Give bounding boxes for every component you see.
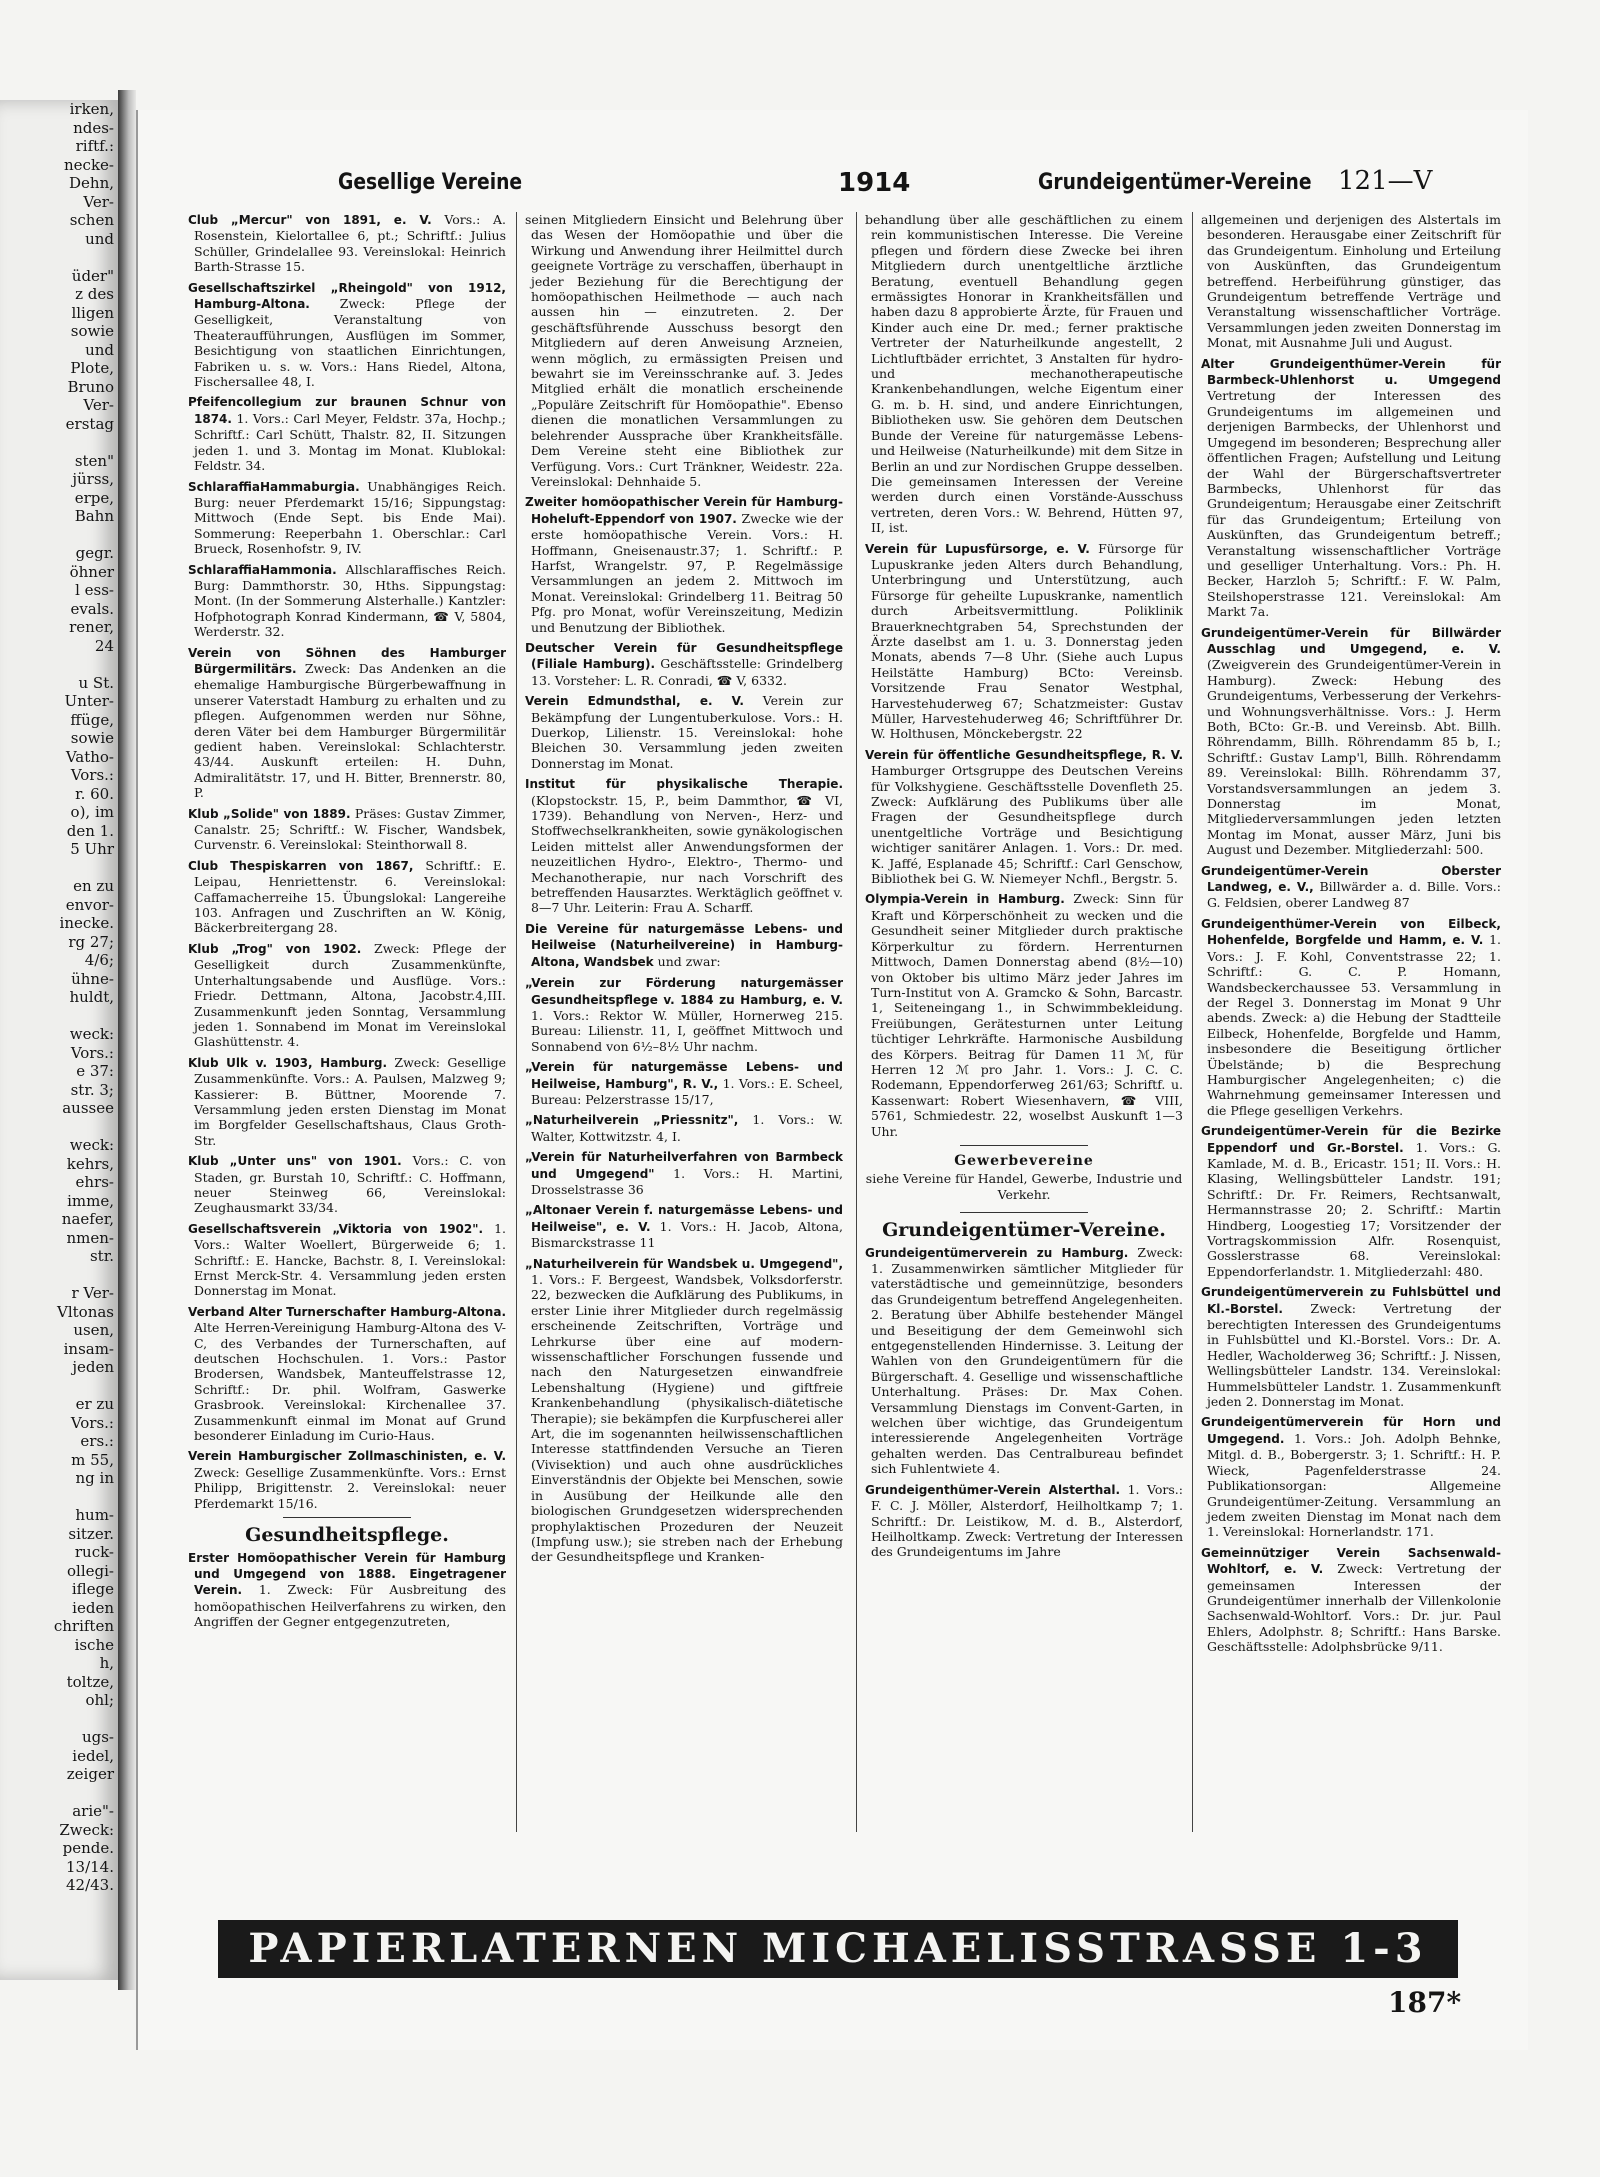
column-4 bbox=[1192, 212, 1501, 1832]
previous-page-fragments bbox=[0, 100, 118, 1895]
section-divider bbox=[960, 1212, 1087, 1213]
entry-text: 1. Vors.: H. Jacob, Altona, Bismarckstrasse 11 bbox=[531, 1218, 843, 1251]
margin-fragment: weck: bbox=[69, 1025, 114, 1043]
margin-fragment: toltze, bbox=[66, 1672, 114, 1691]
margin-fragment bbox=[0, 1710, 118, 1729]
entry-name: „Altonaer Verein f. naturgemässe Lebens- und Heilweise", e. V. bbox=[525, 1203, 843, 1234]
margin-fragment: Plote, bbox=[70, 359, 114, 377]
entry-text: 1. Zweck: Für Ausbreitung des homöopathischen Heilverfahrens zu wirken, den Angriffen der Gegner entgegenzutreten, bbox=[194, 1582, 506, 1630]
margin-fragment: Vors.: bbox=[70, 766, 114, 784]
margin-fragment bbox=[0, 433, 118, 452]
margin-fragment: hum- bbox=[75, 1506, 114, 1524]
margin-fragment: inecke. bbox=[59, 914, 114, 932]
margin-fragment: Unter- bbox=[64, 692, 114, 710]
margin-fragment: 13/14. bbox=[66, 1857, 114, 1876]
directory-entry bbox=[525, 1059, 843, 1107]
entry-name: Pfeifencollegium zur braunen Schnur von 1874. bbox=[188, 395, 506, 426]
directory-entry bbox=[1201, 1414, 1501, 1539]
margin-fragment: 24 bbox=[94, 636, 114, 655]
directory-entry bbox=[188, 941, 506, 1050]
margin-fragment: str. bbox=[89, 1247, 114, 1265]
margin-fragment: naefer, bbox=[61, 1210, 114, 1228]
margin-fragment: h, bbox=[99, 1654, 114, 1672]
margin-fragment: er zu bbox=[75, 1395, 114, 1413]
entry-name: „Verein für Naturheilverfahren von Barmbeck und Umgegend" bbox=[525, 1150, 843, 1181]
margin-fragment: ühne- bbox=[71, 969, 114, 988]
margin-fragment: Bahn bbox=[74, 507, 114, 525]
entry-name: Klub „Unter uns" von 1901. bbox=[188, 1154, 402, 1169]
margin-fragment: Ver- bbox=[83, 192, 114, 211]
entry-name: SchlaraffiaHammonia. bbox=[188, 562, 337, 577]
entry-text: Hamburger Ortsgruppe des Deutschen Vereins für Volkshygiene. Geschäftsstelle Dovenfleth 25. Zweck: Aufklärung des Publikums über alle Fragen der Gesundheitspflege durch unentgeltliche Vorträge und Besichtigung wichtiger sanitärer Anlagen. 1. Vors.: Dr. med. K. Jaffé, Esplanade 45; Schriftf.: Carl Genschow, Bibliothek bei G. W. Niemeyer Nchfl., Bergstr. 5. bbox=[871, 763, 1183, 887]
entry-name: Verband Alter Turnerschafter Hamburg-Altona. bbox=[188, 1304, 506, 1319]
margin-fragment: schen bbox=[69, 211, 114, 229]
margin-fragment: envor- bbox=[65, 895, 114, 914]
entry-text: 1. Vors.: G. Kamlade, M. d. B., Ericastr. 151; II. Vors.: H. Klasing, Wellingsbütteler Landstr. 191; Schriftf.: Dr. Fr. Reimers, Rechtsanwalt, Hermannstrasse 20; 2. Schriftf.: Martin Hindberg, Loogestieg 17; Vorsitzender der Vortragskommission Alfr. Rosenquist, Gosslerstrasse 68. Vereinslokal: Eppendorferlandstr. 1. Mitgliederzahl: 480. bbox=[1207, 1139, 1501, 1279]
directory-entry bbox=[188, 645, 506, 801]
margin-fragment: r Ver- bbox=[71, 1284, 114, 1302]
column-1-after-entries bbox=[188, 1550, 506, 1630]
page-header bbox=[198, 162, 1478, 202]
entry-name: Verein Edmundsthal, e. V. bbox=[525, 694, 744, 709]
entry-name: Grundeigentümerverein zu Hamburg. bbox=[865, 1245, 1129, 1260]
entry-name: Verein für Lupusfürsorge, e. V. bbox=[865, 541, 1090, 556]
margin-fragment: ohl; bbox=[85, 1691, 114, 1709]
margin-fragment bbox=[0, 1266, 118, 1285]
entry-text: Zweck: Vertretung der berechtigten Interessen des Grundeigentums in Fuhlsbüttel und Kl.-Borstel. Vors.: Dr. A. Hedler, Wacholderweg 36; Schriftf.: J. Nissen, Wellingsbütteler Landstr. 134. Vereinslokal: Hummelsbütteler Landstr. 1. Zusammenkunft jeden 2. Donnerstag im Monat. bbox=[1207, 1300, 1501, 1410]
entry-text: Alte Herren-Vereinigung Hamburg-Altona des V-C, des Verbandes der Turnerschaften, auf deutschen Hochschulen. 1. Vors.: Pastor Brodersen, Wandsbek, Manteuffelstrasse 12, Schriftf.: Dr. phil. Wolfram, Gaswerke Grasbrook. Vereinslokal: Kirchenallee 37. Zusammenkunft einmal im Monat auf Grund besonderer Einladung im Curio-Haus. bbox=[194, 1320, 506, 1444]
entry-name: Klub Ulk v. 1903, Hamburg. bbox=[188, 1055, 388, 1070]
directory-entry bbox=[188, 394, 506, 473]
margin-fragment bbox=[0, 1784, 118, 1803]
margin-fragment: Vors.: bbox=[70, 1413, 114, 1432]
margin-fragment: ehrs- bbox=[75, 1173, 114, 1191]
entry-text: Zweck: Gesellige Zusammenkünfte. Vors.: Ernst Philipp, Brigittenstr. 2. Vereinslokal: neuer Pferdemarkt 15/16. bbox=[194, 1464, 506, 1511]
margin-fragment: evals. bbox=[70, 599, 114, 618]
entry-text: Zweck: 1. Zusammenwirken sämtlicher Mitglieder für vaterstädtische und gemeinnützige, besonders das Grundeigentum betreffend Angelegenheiten. 2. Beratung über Abhilfe bestehender Mängel und Beseitigung der dem Gemeinwohl sich entgegenstellenden Hindernisse. 3. Leitung der Wahlen von den Grundeigentümern für die Bürgerschaft. 4. Gesellige und wissenschaftliche Unterhaltung. Präses: Dr. Max Cohen. Versammlung Dienstags im Convent-Garten, in welchen über wichtige, das Grundeigentum interessierende Angelegenheiten Vorträge gehalten werden. Das Centralbureau befindet sich Fuhlentwiete 4. bbox=[871, 1244, 1183, 1477]
margin-fragment: riftf.: bbox=[75, 137, 114, 155]
directory-entry bbox=[188, 280, 506, 390]
margin-fragment: öhner bbox=[69, 562, 114, 581]
header-year: 1914 bbox=[838, 168, 911, 198]
footer-page-number: 187* bbox=[1388, 1986, 1462, 2019]
margin-fragment: nmen- bbox=[66, 1228, 114, 1247]
entry-name: Alter Grundeigenthümer-Verein für Barmbeck-Uhlenhorst u. Umgegend bbox=[1201, 356, 1501, 388]
margin-fragment: gegr. bbox=[75, 544, 114, 562]
directory-entry bbox=[865, 1482, 1183, 1560]
entry-name: Verein für öffentliche Gesundheitspflege, R. V. bbox=[865, 747, 1183, 762]
entry-name: „Naturheilverein für Wandsbek u. Umgegend", bbox=[525, 1256, 843, 1271]
margin-fragment: Vors.: bbox=[70, 1043, 114, 1062]
directory-entry bbox=[188, 212, 506, 275]
margin-fragment: Zweck: bbox=[59, 1820, 114, 1839]
section-title-gewerbevereine: Gewerbevereine bbox=[954, 1152, 1094, 1169]
column-3 bbox=[856, 212, 1183, 1832]
margin-fragment bbox=[0, 526, 118, 545]
entry-text: Vors.: A. Rosenstein, Kielortallee 6, pt.; Schriftf.: Julius Schüller, Grindelallee 93. Vereinslokal: Heinrich Barth-Strasse 15. bbox=[194, 212, 506, 275]
entry-name: SchlaraffiaHammaburgia. bbox=[188, 479, 360, 494]
entry-text: Geschäftsstelle: Grindelberg 13. Vorsteher: L. R. Conradi, ☎ V, 6332. bbox=[531, 656, 843, 688]
entry-text: Zweck: Gesellige Zusammenkünfte. Vors.: A. Paulsen, Malzweg 9; Kassierer: B. Büttner, Moorende 7. Versammlung jeden ersten Dienstag im Monat im Borgfelder Gesellschaftshaus, Claus Groth-Str. bbox=[194, 1054, 506, 1148]
margin-fragment: l ess- bbox=[75, 581, 114, 599]
entry-text: Präses: Gustav Zimmer, Canalstr. 25; Schriftf.: W. Fischer, Wandsbek, Curvenstr. 6. Vereinslokal: Steinthorwall 8. bbox=[194, 805, 506, 853]
entry-text: seinen Mitgliedern Einsicht und Belehrung über das Wesen der Homöopathie und über die Wirkung und Anwendung ihrer Heilmittel durch geeignete Vorträge zu verschaffen, überhaupt in jeder Beziehung für die Berechtigung der homöopathischen Heilmethode — auch nach aussen hin — einzutreten. 2. Der geschäftsführende Ausschuss besorgt den Mitgliedern auf deren Anweisung Arzneien, wenn möglich, zu ermässigten Preisen und bewahrt sie im Vereinsschranke auf. 3. Jedes Mitglied erhält die monatlich erscheinende „Populäre Zeitschrift für Homöopathie". Ebenso dienen die monatlichen Versammlungen zu belehrender Aussprache über Krankheitsfälle. Dem Vereine steht eine Bibliothek zur Verfügung. Vors.: Curt Tränkner, Weidestr. 22a. Vereinslokal: Dehnhaide 5. bbox=[525, 212, 843, 489]
margin-fragment: ische bbox=[74, 1635, 114, 1654]
directory-entry bbox=[525, 1202, 843, 1250]
column-3-bottom-entries bbox=[865, 1245, 1183, 1560]
entry-text: Zwecke wie der erste homöopathische Verein. Vors.: H. Hoffmann, Gneisenaustr.37; 1. Schriftf.: P. Harfst, Wrangelstr. 97, P. Regelmässige Versammlungen an jedem 2. Mittwoch im Monat. Vereinslokal: Grindelberg 11. Beitrag 50 Pfg. pro Monat, wofür Vereinszeitung, Medizin und Benutzung der Bibliothek. bbox=[531, 510, 843, 635]
entry-name: „Verein für naturgemässe Lebens- und Heilweise, Hamburg", R. V., bbox=[525, 1060, 843, 1091]
header-left-title: Gesellige Vereine bbox=[338, 170, 523, 195]
directory-entry bbox=[525, 1112, 843, 1144]
entry-text: behandlung über alle geschäftlichen zu einem rein kommunistischen Interesse. Die Vereine pflegen und fördern diese Zwecke bei ihren Mitgliedern durch unentgeltliche ärztliche Beratung, eventuell Behandlung gegen ermässigtes Honorar in Krankheitsfällen und haben dazu 8 approbierte Ärzte, für Frauen und Kinder auch eine Dr. med.; ferner praktische Vertreter der Naturheilkunde angestellt, 2 Lichtluftbäder errichtet, 3 Anstalten für hydro- und mechanotherapeutische Krankenbehandlungen, welche Eigentum einer G. m. b. H. sind, und andere Einrichtungen, Bibliotheken usw. Sie gehören dem Deutschen Bunde der Vereine für naturgemässe Lebens- und Heilweise (Naturheilkunde) mit dem Sitze in Berlin an und zur Nordischen Gruppe desselben. Die gemeinsamen Interessen der Vereine werden durch einen Vorstände-Ausschuss vertreten, deren Vors.: W. Behrend, Hütten 97, II, ist. bbox=[865, 212, 1183, 536]
margin-fragment: u St. bbox=[78, 673, 114, 692]
margin-fragment: jeden bbox=[72, 1358, 114, 1376]
directory-entry bbox=[1201, 625, 1501, 858]
margin-fragment: huldt, bbox=[69, 988, 114, 1006]
column-1-entries bbox=[188, 212, 506, 1511]
margin-fragment: 4/6; bbox=[84, 951, 114, 969]
section-title-gesundheitspflege: Gesundheitspflege. bbox=[245, 1524, 449, 1547]
margin-fragment: rener, bbox=[69, 618, 114, 636]
directory-entry bbox=[525, 640, 843, 688]
margin-fragment: ng in bbox=[75, 1469, 114, 1487]
entry-name: Grundeigentümer-Verein für die Bezirke Eppendorf und Gr.-Borstel. bbox=[1201, 1124, 1501, 1155]
directory-entry bbox=[188, 858, 506, 936]
margin-fragment bbox=[0, 1118, 118, 1137]
directory-entry bbox=[525, 921, 843, 970]
margin-fragment: ollegi- bbox=[67, 1561, 114, 1580]
entry-name: Gesellschaftszirkel „Rheingold" von 1912, Hamburg-Altona. bbox=[188, 280, 506, 312]
directory-entry bbox=[865, 747, 1183, 887]
entry-text: Billwärder a. d. Bille. Vors.: G. Feldsien, oberer Landweg 87 bbox=[1207, 879, 1501, 911]
directory-entry bbox=[188, 479, 506, 557]
directory-entry bbox=[865, 212, 1183, 536]
directory-entry bbox=[1201, 212, 1501, 351]
entry-text: 1. Vors.: H. Martini, Drosselstrasse 36 bbox=[531, 1165, 843, 1197]
margin-fragment: insam- bbox=[63, 1339, 114, 1358]
directory-entry bbox=[188, 1304, 506, 1444]
margin-fragment bbox=[0, 1007, 118, 1026]
margin-fragment: iedel, bbox=[72, 1746, 114, 1765]
entry-name: Grundeigentümerverein für Horn und Umgegend. bbox=[1201, 1415, 1501, 1446]
margin-fragment bbox=[0, 1377, 118, 1396]
entry-name: Verein Hamburgischer Zollmaschinisten, e. V. bbox=[188, 1449, 506, 1464]
margin-fragment: jürss, bbox=[72, 470, 114, 488]
margin-fragment: Ver- bbox=[83, 396, 114, 414]
margin-fragment: Vltonas bbox=[57, 1302, 114, 1321]
directory-entry bbox=[188, 562, 506, 640]
margin-fragment: o), im bbox=[70, 803, 114, 821]
entry-text: Zweck: Vertretung der gemeinsamen Interessen der Grundeigentümer innerhalb der Villenkolonie Sachsenwald-Wohltorf. Vors.: Dr. jur. Paul Ehlers, Adolphstr. 8; Schriftf.: Hans Barske. Geschäftsstelle: Adolphsbrücke 9/11. bbox=[1207, 1561, 1501, 1655]
margin-fragment: str. 3; bbox=[70, 1080, 114, 1099]
entry-text: Schriftf.: E. Leipau, Henriettenstr. 6. Vereinslokal: Caffamacherreihe 15. Übungslokal: Langereihe 103. Anfragen und Zuschriften an W. König, Bäckerbreitergang 28. bbox=[194, 857, 506, 936]
margin-fragment: Dehn, bbox=[69, 174, 114, 192]
margin-fragment: sowie bbox=[70, 322, 114, 340]
entry-name: Gemeinnütziger Verein Sachsenwald-Wohltorf, e. V. bbox=[1201, 1545, 1501, 1577]
column-4-entries bbox=[1201, 212, 1501, 1655]
column-1 bbox=[188, 212, 506, 1832]
directory-entry bbox=[525, 693, 843, 771]
directory-entry bbox=[525, 1149, 843, 1197]
entry-text: 1. Vors.: F. Bergeest, Wandsbek, Volksdorferstr. 22, bezwecken die Aufklärung des Publikums, in erster Linie ihrer Mitglieder durch regelmässig erscheinende Zeitschriften, Vorträge und Lehrkurse über eine auf modern-wissenschaftlicher Forschungen fussende und nach den Naturgesetzen einwandfreie Lebenshaltung (Hygiene) und giftfreie Krankenbehandlung (physikalisch-diätetische Therapie); sie bekämpfen die Kurpfuscherei aller Art, die im sogenannten heilwissenschaftlichen Interesse stattfindenden Versuche an Tieren (Vivisektion) und auch ohne ausdrückliches Einverständnis der Objekte bei Menschen, sowie in Ausübung der Heilkunde alle den biologischen Grundgesetzen widersprechenden prophylaktischen Prozeduren der Neuzeit (Impfung usw.); sie streben nach der Erhebung der Gesundheitspflege und Kranken- bbox=[531, 1272, 843, 1565]
directory-entry bbox=[865, 1245, 1183, 1477]
margin-fragment: ers.: bbox=[80, 1432, 114, 1450]
margin-fragment: necke- bbox=[64, 155, 114, 174]
directory-entry bbox=[188, 1550, 506, 1630]
entry-name: Gesellschaftsverein „Viktoria von 1902". bbox=[188, 1221, 484, 1236]
margin-fragment: kehrs, bbox=[66, 1154, 114, 1173]
margin-fragment bbox=[0, 655, 118, 674]
directory-entry bbox=[865, 541, 1183, 742]
directory-entry bbox=[188, 806, 506, 853]
margin-fragment: iflege bbox=[71, 1580, 114, 1598]
margin-fragment: ndes- bbox=[73, 118, 114, 137]
entry-name: Klub „Trog" von 1902. bbox=[188, 941, 362, 956]
directory-page bbox=[136, 110, 1528, 2050]
margin-fragment: erpe, bbox=[74, 488, 114, 507]
entry-name: Erster Homöopathischer Verein für Hamburg und Umgegend von 1888. Eingetragener Verein. bbox=[188, 1550, 506, 1598]
previous-page-edge bbox=[0, 100, 121, 1980]
margin-fragment: üder" bbox=[71, 266, 114, 285]
margin-fragment: 5 Uhr bbox=[70, 840, 114, 858]
header-page-number: 121—V bbox=[1338, 166, 1433, 196]
entry-text: 1. Vors.: Rektor W. Müller, Hornerweg 215. Bureau: Lilienstr. 11, I, geöffnet Mittwoch und Sonnabend von 6½–8½ Uhr nachm. bbox=[531, 1007, 843, 1054]
entry-text: 1. Vors.: F. C. J. Möller, Alsterdorf, Heilholtkamp 7; 1. Schriftf.: Dr. Leistikow, M. d. B., Alsterdorf, Heilholtkamp. Zweck: Vertretung der Interessen des Grundeigentums im Jahre bbox=[871, 1481, 1183, 1560]
entry-name: Grundeigentümerverein zu Fuhlsbüttel und Kl.-Borstel. bbox=[1201, 1285, 1501, 1316]
book-gutter bbox=[118, 90, 136, 1990]
header-right-title: Grundeigentümer-Vereine bbox=[1038, 170, 1312, 195]
entry-name: Grundeigenthümer-Verein von Eilbeck, Hohenfelde, Borgfelde und Hamm, e. V. bbox=[1201, 916, 1501, 948]
directory-entry bbox=[1201, 356, 1501, 620]
directory-entry bbox=[1201, 916, 1501, 1118]
margin-fragment: den 1. bbox=[66, 821, 114, 840]
directory-entry bbox=[525, 776, 843, 916]
entry-text: 1. Vors.: W. Walter, Kottwitzstr. 4, I. bbox=[531, 1112, 843, 1144]
entry-name: Institut für physikalische Therapie. bbox=[525, 777, 843, 792]
margin-fragment: m 55, bbox=[71, 1450, 114, 1469]
entry-name: Die Vereine für naturgemässe Lebens- und Heilweise (Naturheilvereine) in Hamburg-Altona, Wandsbek bbox=[525, 921, 843, 969]
entry-text: Zweck: Pflege der Geselligkeit durch Zusammenkünfte, Unterhaltungsabende und Ausflüge. Vors.: Friedr. Dettmann, Altona, Jacobstr.4,III. Zusammenkunft jeden Sonntag, Versammlung jeden 1. Sonnabend im Monat im Vereinslokal Glashüttenstr. 4. bbox=[194, 940, 506, 1050]
entry-name: „Verein zur Förderung naturgemässer Gesundheitspflege v. 1884 zu Hamburg, e. V. bbox=[525, 976, 843, 1007]
directory-entry bbox=[525, 212, 843, 489]
directory-entry bbox=[525, 975, 843, 1054]
margin-fragment: arie"- bbox=[72, 1802, 114, 1820]
directory-entry bbox=[865, 891, 1183, 1139]
margin-fragment: rg 27; bbox=[68, 932, 114, 951]
margin-fragment bbox=[0, 859, 118, 878]
entry-text: Vors.: C. von Staden, gr. Burstah 10, Schriftf.: C. Hoffmann, neuer Steinweg 66, Vereinslokal: Zeughausmarkt 33/34. bbox=[194, 1153, 506, 1216]
directory-entry bbox=[525, 494, 843, 635]
margin-fragment: en zu bbox=[73, 877, 114, 895]
section-divider bbox=[960, 1145, 1087, 1146]
entry-text: Allschlaraffisches Reich. Burg: Dammthorstr. 30, Hths. Sippungstag: Mont. (In der Sommerung Alsterhalle.) Kantzler: Hofphotograph Konrad Kindermann, ☎ V, 5804, Werderstr. 32. bbox=[194, 561, 506, 640]
entry-name: Klub „Solide" von 1889. bbox=[188, 806, 351, 821]
entry-text: 1. Vors.: Carl Meyer, Feldstr. 37a, Hochp.; Schriftf.: Carl Schütt, Thalstr. 82, II. Sitzungen jeden 1. und 3. Montag im Monat. Klublokal: Feldstr. 34. bbox=[194, 410, 506, 474]
entry-name: Club Thespiskarren von 1867, bbox=[188, 858, 414, 873]
section-title-grundeigentuemer: Grundeigentümer-Vereine. bbox=[882, 1219, 1166, 1242]
entry-text: 1. Vors.: Walter Woellert, Bürgerweide 6; 1. Schriftf.: E. Hancke, Bachstr. 8, I. Vereinslokal: Ernst Merck-Str. 4. Versammlung jeden ersten Donnerstag im Monat. bbox=[194, 1220, 506, 1299]
margin-fragment: lligen bbox=[71, 303, 114, 322]
margin-fragment: imme, bbox=[67, 1191, 114, 1210]
entry-text: Zweck: Pflege der Geselligkeit, Veranstaltung von Theateraufführungen, Ausflügen im Sommer, Besichtigung von staatlichen Einrichtungen, Fabriken u. s. w. Vors.: Hans Riedel, Altona, Fischersallee 48, I. bbox=[194, 296, 506, 390]
entry-text: (Zweigverein des Grundeigentümer-Verein in Hamburg). Zweck: Hebung des Grundeigentums, Verbesserung der Verkehrs- und Wohnungsverhältnisse. Vors.: J. Herm Both, BCto: Gr.-B. und Vereinsb. Abt. Billh. Röhrendamm, Billh. Röhrendamm 85 b, I.; Schriftf.: Gustav Lamp'l, Billh. Röhrendamm 89. Vereinslokal: Billh. Röhrendamm 37, Vorstandsversammlungen an jedem 3. Donnerstag im Monat, Mitgliederversammlungen jeden letzten Montag im Monat, ausser März, Juni bis August und Dezember. Mitgliederzahl: 500. bbox=[1207, 657, 1501, 858]
entry-text: (Klopstockstr. 15, P., beim Dammthor, ☎ VI, 1739). Behandlung von Nerven-, Herz- und Stoffwechselkrankheiten, sowie gynäkologischen Leiden mittelst aller Anwendungsformen der neuzeitlichen Hydro-, Elektro-, Thermo- und Mechanotherapie, nur nach Vorschrift des betreffenden Hausarztes. Werktäglich geöffnet v. 8—7 Uhr. Leiterin: Frau A. Scharff. bbox=[531, 792, 843, 916]
column-2 bbox=[516, 212, 843, 1832]
margin-fragment: Bruno bbox=[67, 377, 114, 396]
entry-name: Zweiter homöopathischer Verein für Hamburg-Hoheluft-Eppendorf von 1907. bbox=[525, 495, 843, 526]
margin-fragment: aussee bbox=[62, 1099, 114, 1117]
margin-fragment: erstag bbox=[65, 414, 114, 433]
section-note-gewerbevereine: siehe Vereine für Handel, Gewerbe, Industrie und Verkehr. bbox=[865, 1171, 1183, 1202]
directory-entry bbox=[188, 1153, 506, 1216]
entry-text: 1. Vors.: J. F. Kohl, Conventstrasse 22; 1. Schriftf.: G. C. P. Homann, Wandsbeckerchaussee 53. Versammlung in der Regel 3. Donnerstag im Monat 9 Uhr abends. Zweck: a) die Hebung der Stadtteile Eilbeck, Hohenfelde, Borgfelde und Hamm, insbesondere die Beseitigung örtlicher Übelstände; b) die Besprechung Hamburgischer Angelegenheiten; c) die Wahrnehmung gemeinsamer Interessen und die Pflege geselligen Verkehrs. bbox=[1207, 932, 1501, 1118]
entry-text: 1. Vors.: E. Scheel, Bureau: Pelzerstrasse 15/17, bbox=[531, 1075, 843, 1107]
section-divider bbox=[283, 1517, 410, 1518]
margin-fragment: e 37: bbox=[76, 1062, 114, 1080]
margin-fragment: r. 60. bbox=[75, 784, 114, 803]
margin-fragment: pende. bbox=[62, 1839, 114, 1857]
margin-fragment: sitzer. bbox=[68, 1524, 114, 1543]
margin-fragment: ruck- bbox=[74, 1543, 114, 1561]
entry-text: und zwar: bbox=[657, 953, 721, 969]
margin-fragment: ugs- bbox=[81, 1728, 114, 1746]
margin-fragment: z des bbox=[75, 285, 114, 303]
margin-fragment: zeiger bbox=[66, 1765, 114, 1783]
entry-text: allgemeinen und derjenigen des Alstertals im besonderen. Herausgabe einer Zeitschrift für das Grundeigentum. Einholung und Erteilung von Auskünften, das Grundeigentum betreffend. Herbeiführung günstiger, das Grundeigentum betreffende Verträge und Veranstaltung wissenschaftlicher Vorträge. Versammlungen jeden zweiten Donnerstag im Monat, mit Ausnahme Juli und August. bbox=[1201, 212, 1501, 351]
margin-fragment: weck: bbox=[69, 1136, 114, 1154]
margin-fragment bbox=[0, 1488, 118, 1507]
margin-fragment: Vatho- bbox=[65, 747, 114, 766]
directory-entry bbox=[1201, 863, 1501, 911]
directory-entry bbox=[1201, 1284, 1501, 1409]
margin-fragment: und bbox=[85, 229, 114, 248]
column-2-entries bbox=[525, 212, 843, 1565]
directory-entry bbox=[1201, 1123, 1501, 1279]
directory-entry bbox=[525, 1256, 843, 1565]
entry-name: Grundeigentümer-Verein für Billwärder Ausschlag und Umgegend, e. V. bbox=[1201, 625, 1501, 656]
margin-fragment: usen, bbox=[73, 1321, 114, 1339]
text-columns bbox=[188, 212, 1501, 1832]
entry-name: Grundeigentümer-Verein Oberster Landweg, e. V., bbox=[1201, 863, 1501, 895]
margin-fragment: irken, bbox=[69, 100, 114, 118]
directory-entry bbox=[188, 1055, 506, 1148]
margin-fragment: sowie bbox=[70, 729, 114, 747]
entry-text: 1. Vors.: Joh. Adolph Behnke, Mitgl. d. B., Bobergerstr. 3; 1. Schriftf.: H. P. Wieck, Pagenfelderstrasse 24. Publikationsorgan: Allgemeine Grundeigentümer-Zeitung. Versammlung an jedem zweiten Dienstag im Monat nach dem 1. Vereinslokal: Hornerlandstr. 171. bbox=[1207, 1430, 1501, 1540]
margin-fragment: 42/43. bbox=[66, 1876, 114, 1894]
entry-name: Grundeigenthümer-Verein Alsterthal. bbox=[865, 1482, 1121, 1497]
directory-entry bbox=[188, 1221, 506, 1299]
entry-text: Zweck: Das Andenken an die ehemalige Hamburgische Bürgerbewaffnung in unserer Vaterstadt Hamburg zu erhalten und zu pflegen. Aufgenommen werden nur Söhne, deren Väter bei dem Hamburger Bürgermilitär gedient haben. Vereinslokal: Schlachterstr. 43/44. Auskunft erteilen: H. Duhn, Admiralitätstr. 17, und H. Bitter, Brennerstr. 80, P. bbox=[194, 660, 506, 801]
directory-entry bbox=[188, 1448, 506, 1511]
entry-name: Deutscher Verein für Gesundheitspflege (Filiale Hamburg). bbox=[525, 640, 843, 672]
margin-fragment: ffüge, bbox=[70, 710, 114, 729]
entry-text: Verein zur Bekämpfung der Lungentuberkulose. Vors.: H. Duerkop, Lilienstr. 15. Vereinslokal: hohe Bleichen 30. Versammlung jeden zweiten Donnerstag im Monat. bbox=[531, 693, 843, 771]
directory-entry bbox=[1201, 1545, 1501, 1655]
entry-name: „Naturheilverein „Priessnitz", bbox=[525, 1113, 739, 1128]
margin-fragment: und bbox=[85, 340, 114, 359]
entry-name: Verein von Söhnen des Hamburger Bürgermilitärs. bbox=[188, 645, 506, 676]
advertisement-banner: PAPIERLATERNEN MICHAELISSTRASSE 1-3 bbox=[218, 1920, 1458, 1978]
entry-text: Zweck: Sinn für Kraft und Körperschönheit zu wecken und die Gesundheit seiner Mitglieder durch praktische Körperkultur zu fördern. Herrenturnen Mittwoch, Damen Donnerstag abend (8½—10) von Oktober bis ultimo März jeder Jahres im Turn-Institut von A. Gramcko & Sohn, Barcastr. 1, Seiteneingang 1., in Schwimmbekleidung. Freiübungen, Gerätesturnen unter Leitung tüchtiger Lehrkräfte. Harmonische Ausbildung des Körpers. Beitrag für Damen 11 ℳ, für Herren 12 ℳ pro Jahr. 1. Vors.: J. C. C. Rodemann, Eppendorferweg 261/63; Schriftf. u. Kassenwart: Robert Wiesenhavern, ☎ VIII, 5761, Schmiedestr. 22, woselbst Auskunft 1—3 Uhr. bbox=[871, 891, 1183, 1139]
entry-text: Vertretung der Interessen des Grundeigentums im allgemeinen und derjenigen Barmbecks, der Uhlenhorst und Umgegend im besonderen; Besprechung aller öffentlichen Fragen; Aufstellung und Leitung der Wahl der Bürgerschaftsvertreter Barmbecks, Uhlenhorst für das Grundeigentum; Herausgabe einer Zeitschrift für das Grundeigentum; Erteilung von Auskünften, das Grundeigentum betreff.; Veranstaltung wissenschaftlicher Vorträge und geselliger Unterhaltung. Vors.: Ph. H. Becker, Harzloh 5; Schriftf.: F. W. Palm, Steilshoperstrasse 121. Vereinslokal: Am Markt 7a. bbox=[1207, 388, 1501, 620]
margin-fragment: ieden bbox=[72, 1598, 114, 1617]
entry-text: Fürsorge für Lupuskranke jeden Alters durch Behandlung, Unterbringung und Unterstützung, auch Fürsorge für geheilte Lupuskranke, namentlich durch Arbeitsvermittlung. Poliklinik Brauerknechtgraben 54, Sprechstunden der Ärzte daselbst am 1. u. 3. Donnerstag jeden Monats, abends 7—8 Uhr. (Siehe auch Lupus Heilstätte Hamburg) BCto: Vereinsb. Vorsitzende Frau Senator Westphal, Harvestehuderweg 67; Schatzmeister: Gustav Müller, Harvestehuderweg 46; Schriftführer Dr. W. Holthusen, Mönckebergstr. 22 bbox=[871, 540, 1183, 742]
column-3-entries bbox=[865, 212, 1183, 1139]
entry-name: Club „Mercur" von 1891, e. V. bbox=[188, 213, 432, 227]
entry-name: Olympia-Verein in Hamburg. bbox=[865, 892, 1065, 907]
margin-fragment: sten" bbox=[74, 451, 114, 470]
margin-fragment: chriften bbox=[53, 1617, 114, 1635]
margin-fragment bbox=[0, 248, 118, 267]
entry-text: Unabhängiges Reich. Burg: neuer Pferdemarkt 15/16; Sippungstag: Mittwoch (Ende Sept. bis Ende Mai). Sommerung: Reeperbahn 1. Oberschlar.: Carl Brueck, Rosenhofstr. 9, IV. bbox=[194, 478, 506, 557]
